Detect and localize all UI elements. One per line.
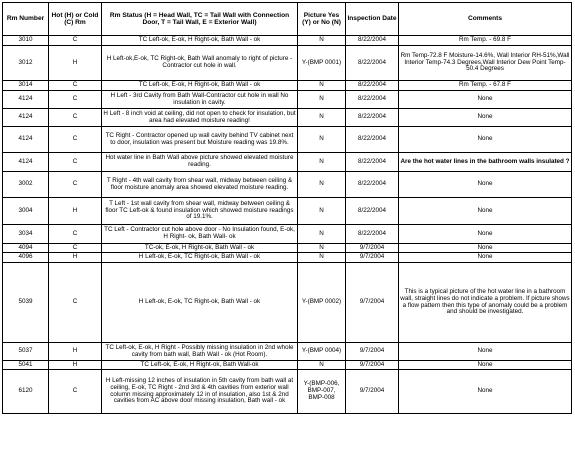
cell-hot-cold: C xyxy=(49,127,102,153)
cell-rm-number: 5037 xyxy=(3,343,49,361)
cell-rm-status: T Left - 1st wall cavity from shear wall, midway between ceiling & floor TC Left-ok & found insulation which showed moisture readings of 19.1%. xyxy=(102,198,298,225)
table-row xyxy=(3,153,572,172)
table-row xyxy=(3,81,572,91)
header-hot-cold: Hot (H) or Cold (C) Rm xyxy=(49,3,102,36)
cell-comments: Are the hot water lines in the bathroom walls insulated ? xyxy=(399,153,572,172)
cell-inspection-date: 8/22/2004 xyxy=(346,198,399,225)
cell-rm-status: H Left-ok, E-ok, TC Right-ok, Bath Wall - ok xyxy=(102,263,298,343)
cell-comments: None xyxy=(399,198,572,225)
cell-comments: None xyxy=(399,109,572,127)
cell-hot-cold: H xyxy=(49,198,102,225)
cell-hot-cold: H xyxy=(49,343,102,361)
cell-picture: N xyxy=(298,153,346,172)
table-row xyxy=(3,244,572,253)
cell-comments: This is a typical picture of the hot water line in a bathroom wall, straight lines do not indicate a problem. If picture shows a flow pattern then this type of anomaly could be a problem and should be investigated. xyxy=(399,263,572,343)
inspection-table-sheet xyxy=(2,2,572,414)
cell-hot-cold: C xyxy=(49,81,102,91)
cell-rm-number: 4124 xyxy=(3,127,49,153)
cell-picture: Y-(BMP 0001) xyxy=(298,46,346,81)
cell-comments: None xyxy=(399,253,572,263)
cell-rm-number: 3010 xyxy=(3,36,49,46)
cell-rm-number: 3014 xyxy=(3,81,49,91)
cell-comments: None xyxy=(399,244,572,253)
cell-hot-cold: H xyxy=(49,361,102,370)
cell-rm-status: TC Left-ok, E-ok, H Right-ok, Bath Wall-ok xyxy=(102,361,298,370)
cell-comments: None xyxy=(399,370,572,414)
table-row xyxy=(3,263,572,343)
header-row xyxy=(3,3,572,36)
cell-picture: Y-(BMP 0002) xyxy=(298,263,346,343)
cell-rm-status: T Right - 4th wall cavity from shear wall, midway between ceiling & floor moisture anomaly area showed elevated moisture reading. xyxy=(102,172,298,198)
cell-hot-cold: C xyxy=(49,91,102,109)
cell-rm-status: TC-ok, E-ok, H Right-ok, Bath Wall - ok xyxy=(102,244,298,253)
cell-comments: None xyxy=(399,91,572,109)
cell-inspection-date: 9/7/2004 xyxy=(346,343,399,361)
cell-comments: None xyxy=(399,225,572,244)
cell-comments: Rm Temp. - 69.8 F xyxy=(399,36,572,46)
cell-rm-status: TC Left-ok, E-ok, H Right-ok, Bath Wall - ok xyxy=(102,81,298,91)
table-row xyxy=(3,198,572,225)
cell-hot-cold: C xyxy=(49,263,102,343)
cell-rm-status: H Left - 8 inch void at ceiling, did not open to check for insulation, but area had elevated moisture reading! xyxy=(102,109,298,127)
cell-rm-status: H Left-ok,E-ok, TC Right-ok, Bath Wall anomaly to right of picture - Contractor cut hole in wall. xyxy=(102,46,298,81)
cell-hot-cold: C xyxy=(49,172,102,198)
cell-rm-status: Hot water line in Bath Wall above picture showed elevated moisture reading. xyxy=(102,153,298,172)
cell-hot-cold: C xyxy=(49,370,102,414)
table-row xyxy=(3,36,572,46)
table-row xyxy=(3,109,572,127)
cell-inspection-date: 9/7/2004 xyxy=(346,263,399,343)
cell-inspection-date: 8/22/2004 xyxy=(346,81,399,91)
header-rm-status: Rm Status (H = Head Wall, TC = Tail Wall with Connection Door, T = Tail Wall, E = Exterior Wall) xyxy=(102,3,298,36)
table-row xyxy=(3,91,572,109)
inspection-table xyxy=(2,2,572,414)
cell-comments: Rm Temp. - 67.8 F xyxy=(399,81,572,91)
header-rm-number: Rm Number xyxy=(3,3,49,36)
cell-picture: N xyxy=(298,36,346,46)
cell-inspection-date: 8/22/2004 xyxy=(346,127,399,153)
cell-rm-number: 4094 xyxy=(3,244,49,253)
cell-comments: None xyxy=(399,361,572,370)
cell-picture: Y-(BMP 0004) xyxy=(298,343,346,361)
cell-rm-status: H Left-ok, E-ok, TC Right-ok, Bath Wall - ok xyxy=(102,253,298,263)
table-row xyxy=(3,361,572,370)
cell-rm-number: 3002 xyxy=(3,172,49,198)
table-row xyxy=(3,172,572,198)
cell-hot-cold: C xyxy=(49,244,102,253)
table-row xyxy=(3,253,572,263)
cell-inspection-date: 9/7/2004 xyxy=(346,361,399,370)
cell-picture: N xyxy=(298,81,346,91)
header-comments: Comments xyxy=(399,3,572,36)
cell-hot-cold: C xyxy=(49,225,102,244)
table-row xyxy=(3,225,572,244)
header-inspection-date: Inspection Date xyxy=(346,3,399,36)
header-picture: Picture Yes (Y) or No (N) xyxy=(298,3,346,36)
cell-inspection-date: 8/22/2004 xyxy=(346,91,399,109)
cell-rm-number: 6120 xyxy=(3,370,49,414)
cell-rm-status: H Left - 3rd Cavity from Bath Wall-Contractor cut hole in wall No insulation in cavity. xyxy=(102,91,298,109)
cell-hot-cold: H xyxy=(49,46,102,81)
cell-picture: N xyxy=(298,127,346,153)
cell-inspection-date: 8/22/2004 xyxy=(346,36,399,46)
cell-hot-cold: C xyxy=(49,153,102,172)
cell-rm-status: TC Left - Contractor cut hole above door - No Insulation found, E-ok, H Right- ok, Bath Wall- ok xyxy=(102,225,298,244)
cell-rm-number: 3012 xyxy=(3,46,49,81)
cell-rm-number: 3034 xyxy=(3,225,49,244)
cell-rm-number: 3004 xyxy=(3,198,49,225)
cell-rm-number: 4096 xyxy=(3,253,49,263)
cell-inspection-date: 9/7/2004 xyxy=(346,370,399,414)
cell-comments: None xyxy=(399,343,572,361)
cell-rm-status: TC Left-ok, E-ok, H Right - Possibly missing insulation in 2nd whole cavity from bath wall, Bath Wall - ok (Hot Room). xyxy=(102,343,298,361)
cell-rm-number: 4124 xyxy=(3,91,49,109)
cell-rm-number: 5039 xyxy=(3,263,49,343)
cell-comments: None xyxy=(399,127,572,153)
cell-hot-cold: C xyxy=(49,36,102,46)
cell-comments: Rm Temp-72.8 F Moisture-14.6%, Wall Interior RH-51%,Wall Interior Temp-74.3 Degrees,Wall Interior Dew Point Temp-50.4 Degrees xyxy=(399,46,572,81)
table-row xyxy=(3,46,572,81)
cell-picture: N xyxy=(298,91,346,109)
cell-inspection-date: 9/7/2004 xyxy=(346,244,399,253)
cell-comments: None xyxy=(399,172,572,198)
cell-hot-cold: C xyxy=(49,109,102,127)
cell-inspection-date: 9/7/2004 xyxy=(346,253,399,263)
cell-picture: N xyxy=(298,253,346,263)
cell-picture: N xyxy=(298,225,346,244)
cell-picture: N xyxy=(298,361,346,370)
cell-inspection-date: 8/22/2004 xyxy=(346,109,399,127)
table-row xyxy=(3,127,572,153)
cell-rm-status: TC Right - Contractor opened up wall cavity behind TV cabinet next to door, insulation was present but Moisture reading was 19.8%. xyxy=(102,127,298,153)
cell-rm-status: TC Left-ok, E-ok, H Right-ok, Bath Wall - ok xyxy=(102,36,298,46)
cell-picture: N xyxy=(298,198,346,225)
cell-inspection-date: 8/22/2004 xyxy=(346,46,399,81)
cell-picture: Y-(BMP-006, BMP-007, BMP-008 xyxy=(298,370,346,414)
cell-rm-number: 4124 xyxy=(3,109,49,127)
table-row xyxy=(3,343,572,361)
cell-hot-cold: H xyxy=(49,253,102,263)
cell-inspection-date: 8/22/2004 xyxy=(346,153,399,172)
table-row xyxy=(3,370,572,414)
cell-rm-number: 5041 xyxy=(3,361,49,370)
cell-picture: N xyxy=(298,109,346,127)
cell-picture: N xyxy=(298,244,346,253)
cell-inspection-date: 8/22/2004 xyxy=(346,172,399,198)
cell-inspection-date: 8/22/2004 xyxy=(346,225,399,244)
cell-rm-number: 4124 xyxy=(3,153,49,172)
cell-picture: N xyxy=(298,172,346,198)
cell-rm-status: H Left-missing 12 inches of insulation in 5th cavity from bath wall at ceiling, E-ok, TC Right - 2nd 3rd & 4th cavities from exterior wall column missing approximately 12 in of insulation, also 1st & 2nd cavities from AC above door missing insulation, Bath wall - ok xyxy=(102,370,298,414)
